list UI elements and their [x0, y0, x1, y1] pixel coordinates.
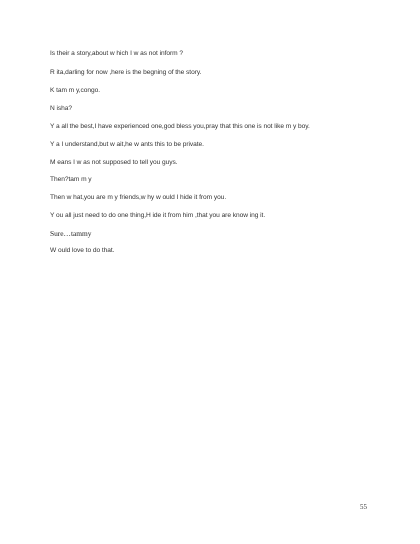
text-line-4: N isha? [50, 105, 73, 112]
text-line-2: R ita,darling for now ,here is the begning of the story. [50, 69, 202, 76]
text-line-3: K tam m y,congo. [50, 87, 101, 94]
text-line-10: Y ou all just need to do one thing,H ide it from him ,that you are know ing it. [50, 212, 266, 219]
text-line-6: Y a I understand,but w ait,he w ants this to be private. [50, 141, 204, 148]
text-line-5: Y a all the best,I have experienced one,god bless you,pray that this one is not like m y boy. [50, 123, 310, 130]
text-line-1: Is their a story,about w hich I w as not inform ? [50, 50, 184, 57]
text-line-7: M eans I w as not supposed to tell you guys. [50, 159, 178, 166]
page-number: 55 [360, 503, 367, 511]
text-line-11: Sure…tammy [50, 229, 92, 238]
text-line-12: W ould love to do that. [50, 247, 115, 254]
text-line-8: Then?tam m y [50, 176, 92, 183]
text-line-9: Then w hat,you are m y friends,w hy w ould I hide it from you. [50, 194, 227, 201]
